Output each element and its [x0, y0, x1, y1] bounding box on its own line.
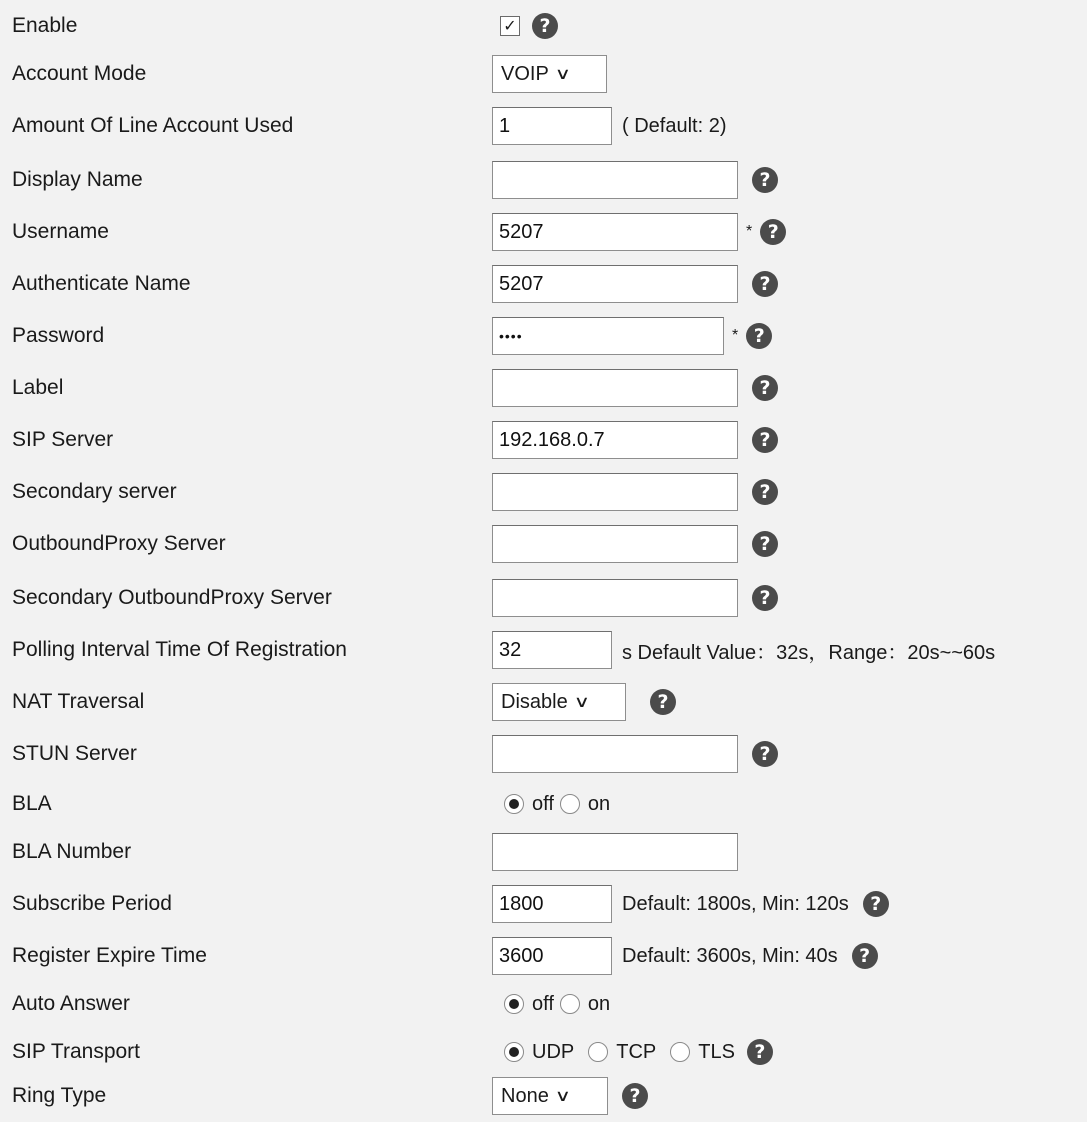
display-name-label: Display Name — [12, 168, 143, 191]
transport-udp-radio[interactable] — [504, 1042, 524, 1062]
row-bla-number — [0, 826, 1087, 878]
enable-checkbox[interactable]: ✓ — [500, 16, 520, 36]
question-circle-icon[interactable]: ? — [650, 689, 676, 715]
account-mode-select[interactable] — [492, 55, 607, 93]
register-expire-input[interactable] — [492, 937, 612, 975]
chevron-down-icon: ∨ — [554, 1088, 571, 1105]
stun-server-label: STUN Server — [12, 742, 137, 765]
row-account-mode — [0, 48, 1087, 100]
row-auth-name — [0, 258, 1087, 310]
bla-label: BLA — [12, 792, 52, 815]
question-circle-icon[interactable]: ? — [752, 741, 778, 767]
subscribe-period-input[interactable] — [492, 885, 612, 923]
question-circle-icon[interactable]: ? — [752, 531, 778, 557]
stun-server-input[interactable] — [492, 735, 738, 773]
row-password — [0, 310, 1087, 362]
auto-answer-label: Auto Answer — [12, 992, 130, 1015]
auth-name-input[interactable] — [492, 265, 738, 303]
polling-interval-label: Polling Interval Time Of Registration — [12, 638, 347, 661]
bla-on-label: on — [587, 792, 611, 815]
line-accounts-input[interactable] — [492, 107, 612, 145]
label-field-label: Label — [12, 376, 64, 399]
question-circle-icon[interactable]: ? — [760, 219, 786, 245]
row-line-accounts — [0, 100, 1087, 152]
secondary-server-label: Secondary server — [12, 480, 177, 503]
sip-server-input[interactable] — [492, 421, 738, 459]
row-ring-type — [0, 1070, 1087, 1122]
row-secondary-outbound-proxy — [0, 572, 1087, 624]
chevron-down-icon: ∨ — [573, 694, 590, 711]
secondary-outbound-proxy-label: Secondary OutboundProxy Server — [12, 586, 332, 609]
subscribe-period-hint: Default: 1800s, Min: 120s — [622, 892, 849, 915]
question-circle-icon[interactable]: ? — [747, 1039, 773, 1065]
question-circle-icon[interactable]: ? — [752, 167, 778, 193]
register-expire-label: Register Expire Time — [12, 944, 207, 967]
question-circle-icon[interactable]: ? — [746, 323, 772, 349]
question-circle-icon[interactable]: ? — [752, 375, 778, 401]
auth-name-label: Authenticate Name — [12, 272, 191, 295]
question-circle-icon[interactable]: ? — [532, 13, 558, 39]
auto-answer-off-label: off — [532, 992, 554, 1015]
sip-server-label: SIP Server — [12, 428, 114, 451]
sip-transport-label: SIP Transport — [12, 1040, 141, 1063]
display-name-input[interactable] — [492, 161, 738, 199]
bla-number-label: BLA Number — [12, 840, 132, 863]
transport-tls-label: TLS — [698, 1040, 735, 1063]
row-outbound-proxy — [0, 518, 1087, 570]
transport-tcp-label: TCP — [616, 1040, 657, 1063]
account-mode-value: VOIP — [501, 62, 549, 85]
row-username — [0, 206, 1087, 258]
ring-type-label: Ring Type — [12, 1084, 107, 1107]
username-label: Username — [12, 220, 109, 243]
transport-tls-radio[interactable] — [670, 1042, 690, 1062]
account-mode-label: Account Mode — [12, 62, 147, 85]
transport-udp-label: UDP — [532, 1040, 575, 1063]
secondary-server-input[interactable] — [492, 473, 738, 511]
polling-interval-hint: s Default Value：32s，Range：20s~~60s — [622, 641, 996, 664]
bla-on-radio[interactable] — [560, 794, 580, 814]
row-register-expire — [0, 930, 1087, 982]
row-bla — [0, 778, 1087, 830]
register-expire-hint: Default: 3600s, Min: 40s — [622, 944, 838, 967]
row-auto-answer — [0, 978, 1087, 1030]
question-circle-icon[interactable]: ? — [752, 427, 778, 453]
polling-interval-input[interactable] — [492, 631, 612, 669]
line-accounts-hint: ( Default: 2) — [622, 114, 727, 137]
row-secondary-server — [0, 466, 1087, 518]
question-circle-icon[interactable]: ? — [852, 943, 878, 969]
username-input[interactable] — [492, 213, 738, 251]
row-enable — [0, 0, 1087, 52]
bla-off-label: off — [532, 792, 554, 815]
auto-answer-on-label: on — [587, 992, 611, 1015]
row-subscribe-period — [0, 878, 1087, 930]
question-circle-icon[interactable]: ? — [622, 1083, 648, 1109]
subscribe-period-label: Subscribe Period — [12, 892, 172, 915]
auto-answer-off-radio[interactable] — [504, 994, 524, 1014]
question-circle-icon[interactable]: ? — [752, 585, 778, 611]
secondary-outbound-proxy-input[interactable] — [492, 579, 738, 617]
password-label: Password — [12, 324, 105, 347]
chevron-down-icon: ∨ — [554, 66, 571, 83]
row-display-name — [0, 154, 1087, 206]
ring-type-value: None — [501, 1084, 549, 1107]
required-asterisk: * — [746, 223, 753, 240]
outbound-proxy-input[interactable] — [492, 525, 738, 563]
label-input[interactable] — [492, 369, 738, 407]
row-stun-server — [0, 728, 1087, 780]
bla-number-input[interactable] — [492, 833, 738, 871]
question-circle-icon[interactable]: ? — [752, 271, 778, 297]
nat-traversal-value: Disable — [501, 690, 568, 713]
question-circle-icon[interactable]: ? — [752, 479, 778, 505]
required-asterisk: * — [732, 327, 739, 344]
ring-type-select[interactable] — [492, 1077, 608, 1115]
nat-traversal-select[interactable] — [492, 683, 626, 721]
line-accounts-label: Amount Of Line Account Used — [12, 114, 294, 137]
auto-answer-on-radio[interactable] — [560, 994, 580, 1014]
row-label — [0, 362, 1087, 414]
password-input[interactable] — [492, 317, 724, 355]
bla-off-radio[interactable] — [504, 794, 524, 814]
row-nat-traversal — [0, 676, 1087, 728]
row-polling-interval — [0, 624, 1087, 676]
enable-label: Enable — [12, 14, 78, 37]
outbound-proxy-label: OutboundProxy Server — [12, 532, 226, 555]
question-circle-icon[interactable]: ? — [863, 891, 889, 917]
nat-traversal-label: NAT Traversal — [12, 690, 145, 713]
transport-tcp-radio[interactable] — [588, 1042, 608, 1062]
row-sip-server — [0, 414, 1087, 466]
